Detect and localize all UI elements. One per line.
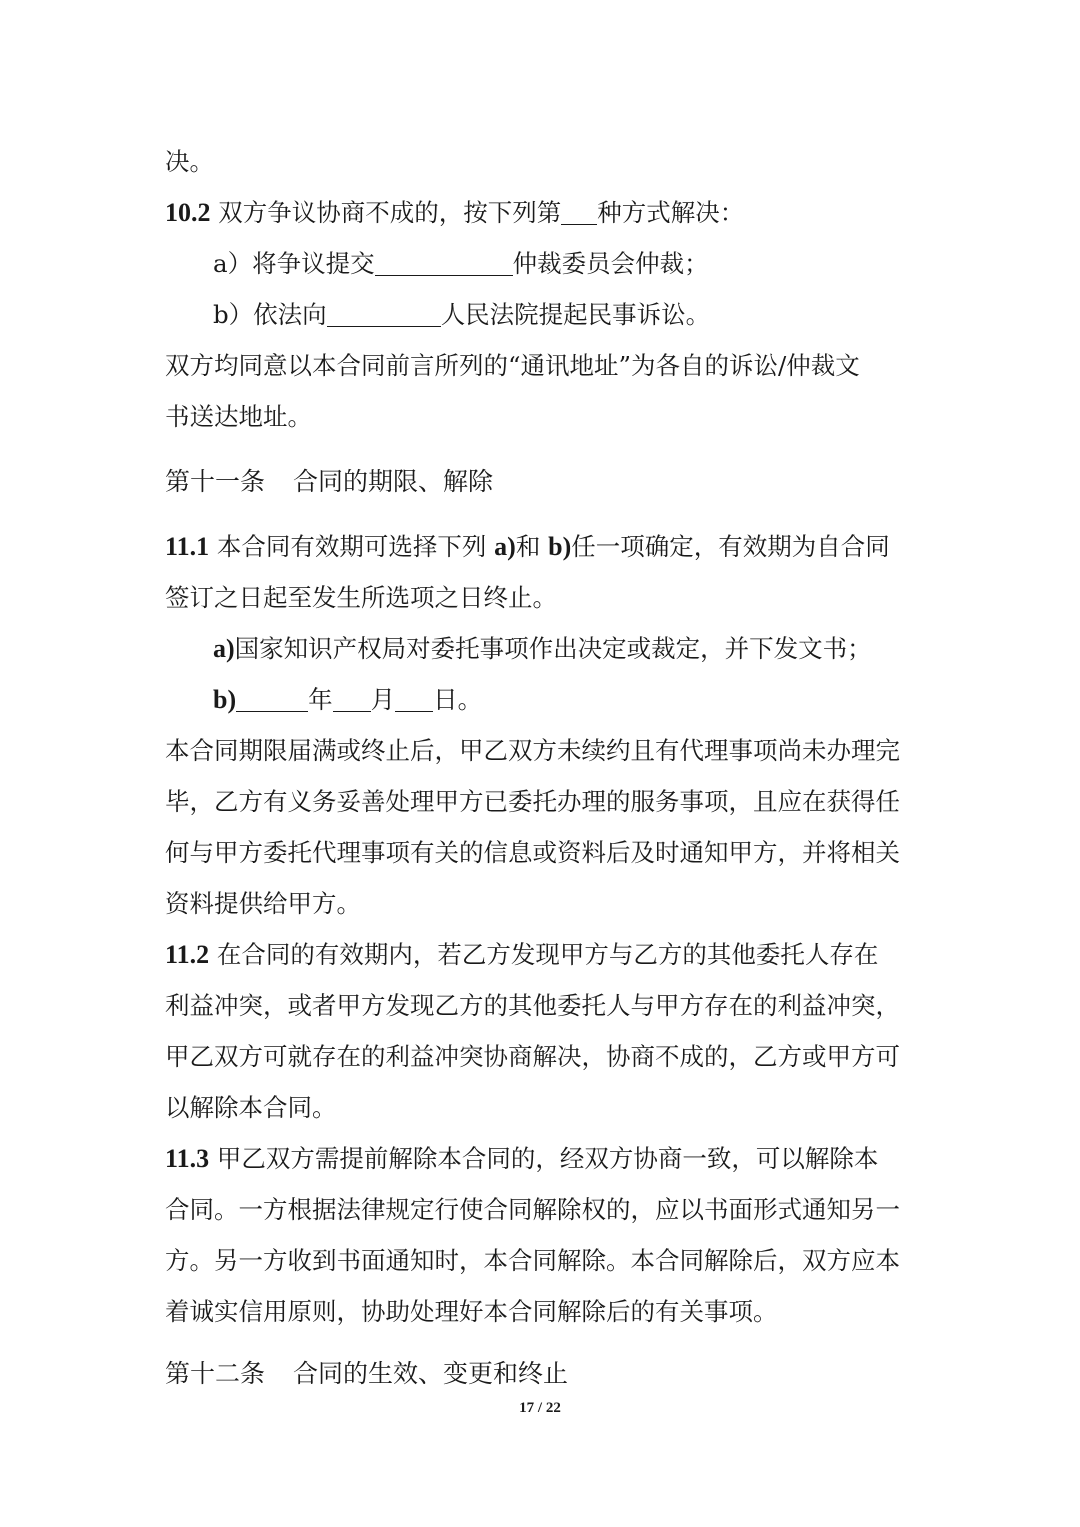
text-line xyxy=(165,989,925,1023)
section-heading-12 xyxy=(165,1357,925,1391)
text: 人民法院提起民事诉讼。 xyxy=(440,300,711,329)
text-line xyxy=(165,1040,925,1074)
text: b）依法向 xyxy=(213,300,327,329)
text-line xyxy=(165,887,925,921)
text: 利益冲突，或者甲方发现乙方的其他委托人与甲方存在的利益冲突， xyxy=(165,991,900,1020)
heading-number: 第十一条 xyxy=(165,467,266,496)
text: b) xyxy=(548,532,572,561)
text: 仲裁委员会仲裁； xyxy=(512,249,709,278)
clause-number: 10.2 xyxy=(165,198,211,227)
clause-10-2 xyxy=(165,196,925,230)
text: 任一项确定，有效期为自合同 xyxy=(571,532,890,561)
text: 种方式解决： xyxy=(597,198,745,227)
text-line xyxy=(165,1295,925,1329)
heading-title: 合同的期限、解除 xyxy=(293,467,494,496)
text: 双方均同意以本合同前言所列的“通讯地址”为各自的诉讼/仲裁文 xyxy=(165,351,860,380)
heading-number: 第十二条 xyxy=(165,1359,266,1388)
text-line xyxy=(165,400,925,434)
text: b) xyxy=(213,685,237,714)
clause-11-3 xyxy=(165,1142,925,1176)
text: 决。 xyxy=(165,147,214,176)
text: a) xyxy=(213,634,235,663)
text-line xyxy=(165,836,925,870)
section-heading-11 xyxy=(165,465,925,499)
text: 书送达地址。 xyxy=(165,402,312,431)
text-line xyxy=(165,1244,925,1278)
option-a xyxy=(213,247,973,281)
text: a）将争议提交 xyxy=(213,249,375,278)
clause-11-2 xyxy=(165,938,925,972)
text: 资料提供给甲方。 xyxy=(165,889,361,918)
text-line xyxy=(165,1193,925,1227)
clause-number: 11.1 xyxy=(165,532,210,561)
text: 月 xyxy=(370,685,396,714)
clause-number: 11.3 xyxy=(165,1144,210,1173)
text: a) xyxy=(494,532,516,561)
text: 双方争议协商不成的，按下列第 xyxy=(210,198,562,227)
text: 以解除本合同。 xyxy=(165,1093,337,1122)
page-number: 17 / 22 xyxy=(519,1400,561,1416)
text-line xyxy=(165,785,925,819)
option-a xyxy=(213,632,973,666)
text: 在合同的有效期内，若乙方发现甲方与乙方的其他委托人存在 xyxy=(209,940,879,969)
blank-field xyxy=(327,302,441,327)
blank-field xyxy=(375,251,513,276)
blank-day xyxy=(395,687,433,712)
text: 合同。一方根据法律规定行使合同解除权的，应以书面形式通知另一 xyxy=(165,1195,900,1224)
text: 日。 xyxy=(433,685,483,714)
text: 甲乙双方需提前解除本合同的，经双方协商一致，可以解除本 xyxy=(209,1144,879,1173)
text: 本合同有效期可选择下列 xyxy=(209,532,495,561)
text: 和 xyxy=(515,532,549,561)
blank-field xyxy=(561,200,597,225)
text: 本合同期限届满或终止后，甲乙双方未续约且有代理事项尚未办理完 xyxy=(165,736,900,765)
text: 何与甲方委托代理事项有关的信息或资料后及时通知甲方，并将相关 xyxy=(165,838,900,867)
text-line xyxy=(165,734,925,768)
option-b-date xyxy=(213,683,973,717)
text: 国家知识产权局对委托事项作出决定或裁定，并下发文书； xyxy=(234,634,872,663)
blank-year xyxy=(236,687,308,712)
text-line xyxy=(165,349,925,383)
text-line xyxy=(165,145,925,179)
text: 甲乙双方可就存在的利益冲突协商解决，协商不成的，乙方或甲方可 xyxy=(165,1042,900,1071)
text-line xyxy=(165,1091,925,1125)
clause-number: 11.2 xyxy=(165,940,210,969)
text: 签订之日起至发生所选项之日终止。 xyxy=(165,583,557,612)
option-b xyxy=(213,298,973,332)
text: 毕，乙方有义务妥善处理甲方已委托办理的服务事项，且应在获得任 xyxy=(165,787,900,816)
text: 年 xyxy=(308,685,333,714)
text: 着诚实信用原则，协助处理好本合同解除后的有关事项。 xyxy=(165,1297,778,1326)
blank-month xyxy=(333,687,371,712)
heading-title: 合同的生效、变更和终止 xyxy=(293,1359,569,1388)
text: 方。另一方收到书面通知时，本合同解除。本合同解除后，双方应本 xyxy=(165,1246,900,1275)
text-line xyxy=(165,581,925,615)
clause-11-1 xyxy=(165,530,925,564)
